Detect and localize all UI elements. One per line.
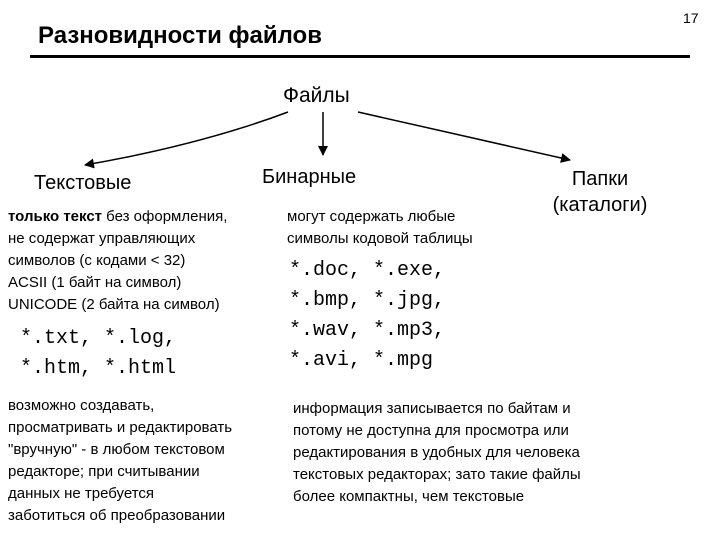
description-line: не содержат управляющих xyxy=(8,230,196,247)
description-line: только текст без оформления, xyxy=(8,208,228,225)
description-line: символов (с кодами < 32) xyxy=(8,252,186,269)
binary-files-extensions xyxy=(289,256,445,376)
extension-line: *.txt, *.log, xyxy=(20,327,177,350)
note-line: возможно создавать, xyxy=(8,397,155,414)
extension-line: *.doc, *.exe, xyxy=(289,259,446,282)
binary-files-note xyxy=(293,398,581,508)
note-line: редактирования в удобных для человека xyxy=(293,444,580,461)
note-line: информация записывается по байтам и xyxy=(293,400,571,417)
note-line: данных не требуется xyxy=(8,485,155,502)
note-line: потому не доступна для просмотра или xyxy=(293,422,569,439)
text-files-note xyxy=(8,395,232,527)
description-line: ACSII (1 байт на символ) xyxy=(8,274,182,291)
note-line: "вручную" - в любом текстовом xyxy=(8,441,225,458)
description-line: могут содержать любые xyxy=(287,208,456,225)
extension-line: *.bmp, *.jpg, xyxy=(289,289,446,312)
arrow-to-folders xyxy=(358,112,570,160)
extension-line: *.avi, *.mpg xyxy=(289,349,434,372)
description-line: UNICODE (2 байта на символ) xyxy=(8,296,220,313)
binary-files-description xyxy=(287,206,473,250)
arrow-to-text-files xyxy=(85,112,288,165)
text-files-extensions xyxy=(20,324,176,384)
note-line: редакторе; при считывании xyxy=(8,463,200,480)
extension-line: *.wav, *.mp3, xyxy=(289,319,446,342)
note-line: просматривать и редактировать xyxy=(8,419,233,436)
branch-binary-files: Бинарные xyxy=(262,166,357,188)
note-line: заботиться об преобразовании xyxy=(8,507,226,524)
slide-number: 17 xyxy=(683,10,699,26)
root-node-files: Файлы xyxy=(283,84,350,107)
text-files-description xyxy=(8,206,227,316)
description-line: символы кодовой таблицы xyxy=(287,230,473,247)
branch-folders: Папки (каталоги) xyxy=(552,168,648,216)
branch-text-files: Текстовые xyxy=(34,172,132,194)
slide-title: Разновидности файлов xyxy=(38,22,322,49)
note-line: текстовых редакторах; зато такие файлы xyxy=(293,466,581,483)
extension-line: *.htm, *.html xyxy=(20,357,177,380)
note-line: более компактны, чем текстовые xyxy=(293,488,525,505)
